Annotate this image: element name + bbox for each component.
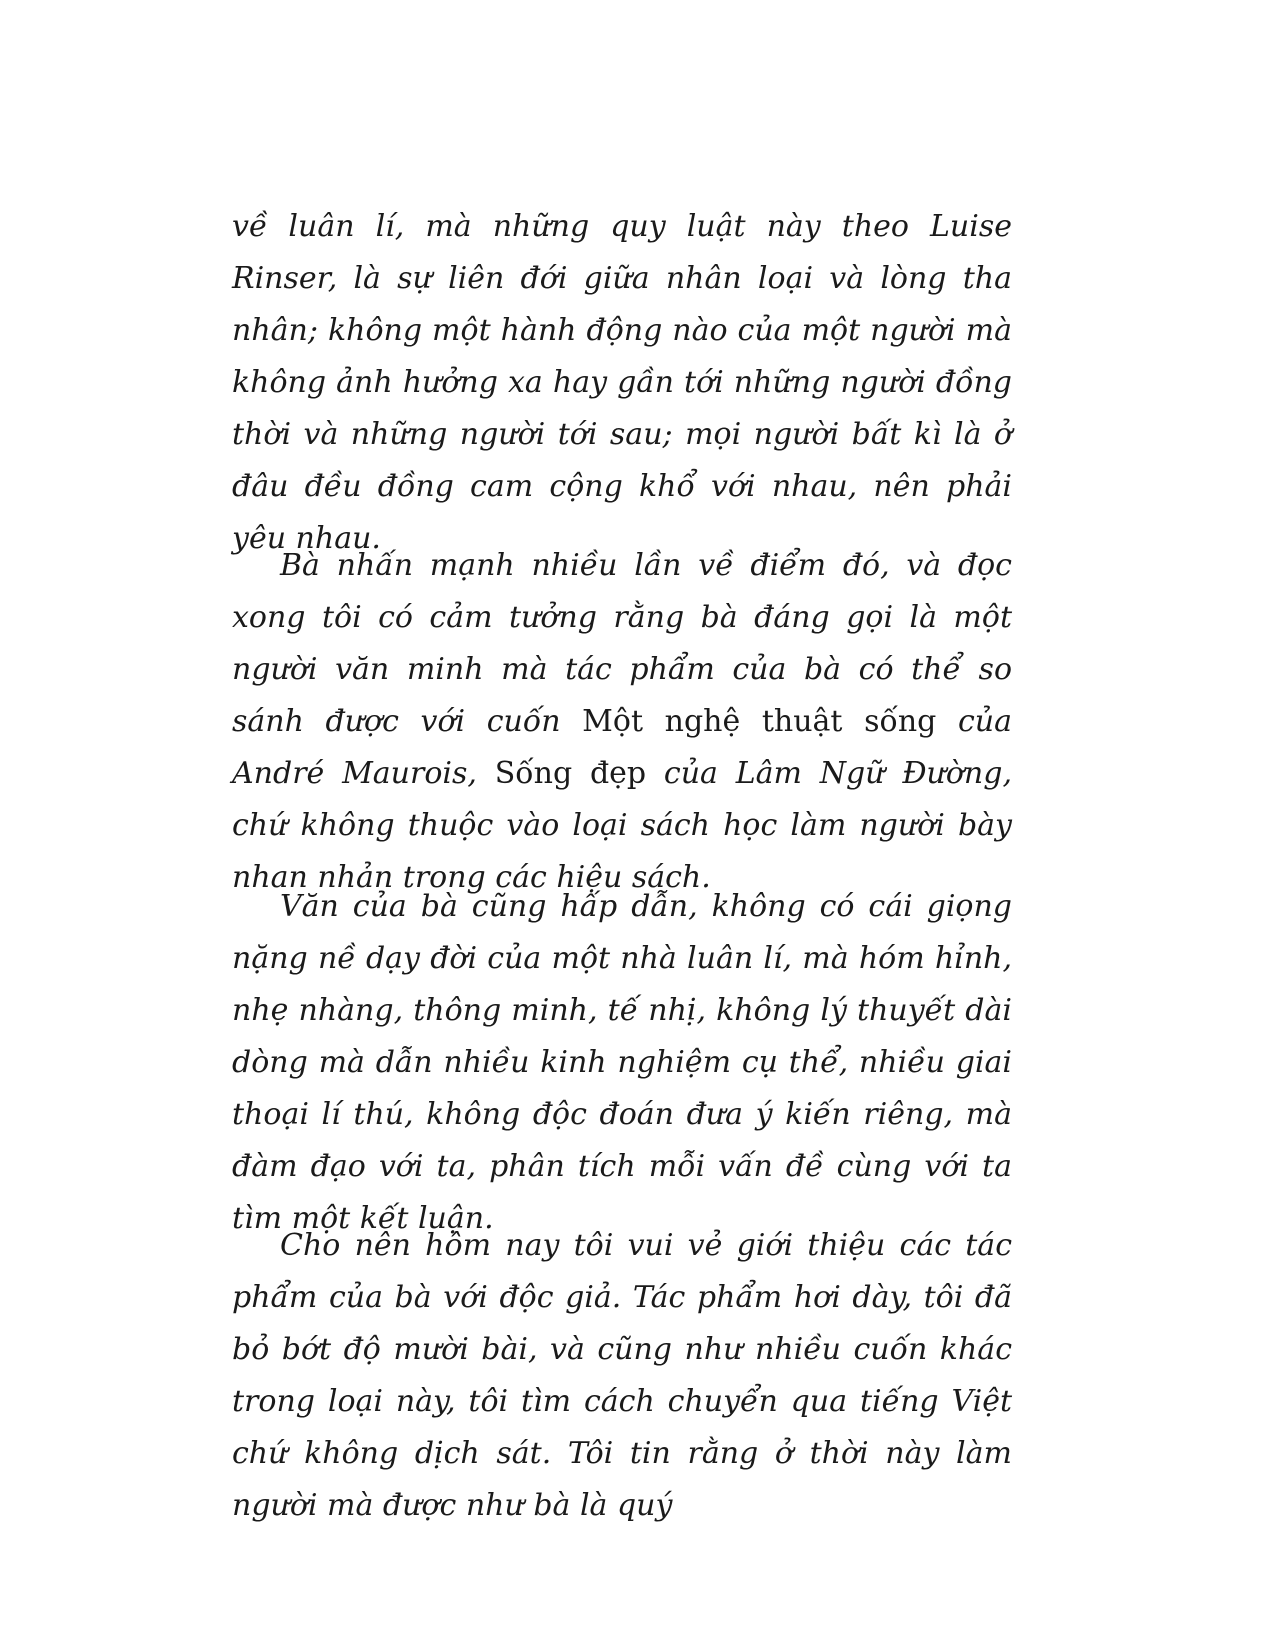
book-title-mot-nghe-thuat-song: Một nghệ thuật sống (582, 704, 937, 739)
paragraph-2-text (232, 540, 1012, 904)
paragraph-1 (232, 201, 1012, 565)
paragraph-4-text (232, 1220, 1012, 1532)
paragraph-2-segment: Bà nhấn mạnh nhiều lần về điểm đó, và đọc xong tôi có cảm tưởng rằng bà đáng gọi là một người văn minh mà tác phẩm của bà có thể so sánh được với cuốn (232, 548, 1012, 739)
paragraph-2-segment: của André Maurois, (232, 704, 1012, 791)
paragraph-3 (232, 881, 1012, 1245)
paragraph-3-text (232, 881, 1012, 1245)
book-title-song-dep: Sống đẹp (494, 756, 647, 791)
paragraph-2-segment: của Lâm Ngữ Đường, chứ không thuộc vào loại sách học làm người bày nhan nhản trong các hiệu sách. (232, 756, 1012, 895)
paragraph-4 (232, 1220, 1012, 1532)
paragraph-2 (232, 540, 1012, 904)
paragraph-1-segment: về luân lí, mà những quy luật này theo Luise Rinser, là sự liên đới giữa nhân loại và lòng tha nhân; không một hành động nào của một người mà không ảnh hưởng xa hay gần tới những người đồng thời và những người tới sau; mọi người bất kì là ở đâu đều đồng cam cộng khổ với nhau, nên phải yêu nhau. (232, 209, 1012, 556)
paragraph-3-segment: Văn của bà cũng hấp dẫn, không có cái giọng nặng nề dạy đời của một nhà luân lí, mà hóm hỉnh, nhẹ nhàng, thông minh, tế nhị, không lý thuyết dài dòng mà dẫn nhiều kinh nghiệm cụ thể, nhiều giai thoại lí thú, không độc đoán đưa ý kiến riêng, mà đàm đạo với ta, phân tích mỗi vấn đề cùng với ta tìm một kết luận. (232, 889, 1012, 1236)
paragraph-4-segment: Cho nên hôm nay tôi vui vẻ giới thiệu các tác phẩm của bà với độc giả. Tác phẩm hơi dày, tôi đã bỏ bớt độ mười bài, và cũng như nhiều cuốn khác trong loại này, tôi tìm cách chuyển qua tiếng Việt chứ không dịch sát. Tôi tin rằng ở thời này làm người mà được như bà là quý (232, 1228, 1012, 1523)
paragraph-1-text (232, 201, 1012, 565)
